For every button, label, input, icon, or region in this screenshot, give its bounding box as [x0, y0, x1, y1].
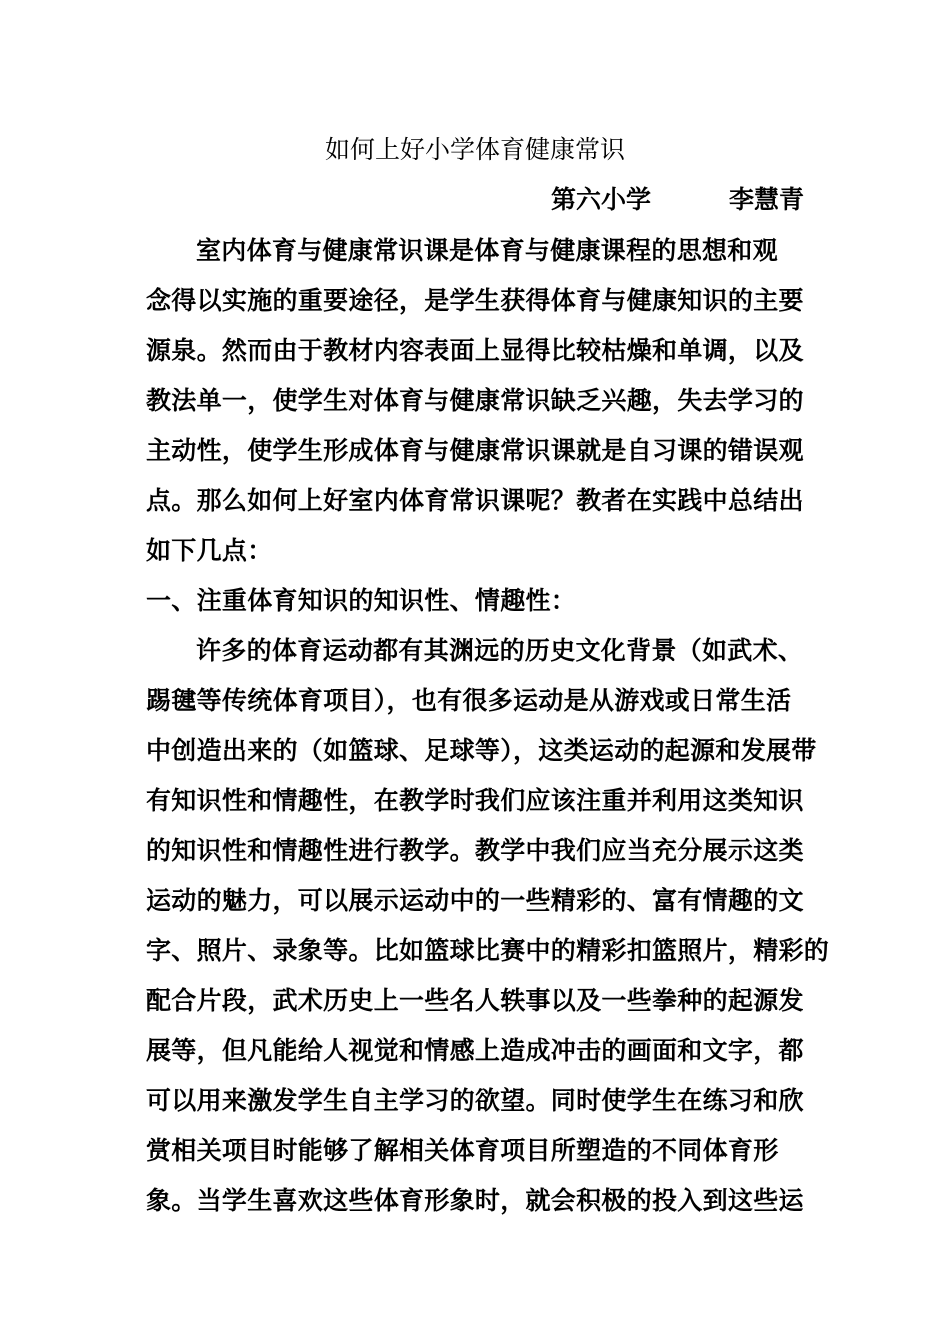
text-line: 如下几点：	[146, 536, 273, 565]
text-line: 象。当学生喜欢这些体育形象时，就会积极的投入到这些运	[146, 1186, 804, 1215]
text-line: 字、照片、录象等。比如篮球比赛中的精彩扣篮照片，精彩的	[146, 936, 830, 965]
text-line: 室内体育与健康常识课是体育与健康课程的思想和观	[196, 236, 778, 265]
text-line: 点。那么如何上好室内体育常识课呢？教者在实践中总结出	[146, 486, 804, 515]
text-line: 有知识性和情趣性，在教学时我们应该注重并利用这类知识	[146, 786, 804, 815]
text-line: 配合片段，武术历史上一些名人轶事以及一些拳种的起源发	[146, 986, 804, 1015]
text-line: 教法单一，使学生对体育与健康常识缺乏兴趣，失去学习的	[146, 386, 804, 415]
text-line: 赏相关项目时能够了解相关体育项目所塑造的不同体育形	[146, 1136, 779, 1165]
text-line: 念得以实施的重要途径，是学生获得体育与健康知识的主要	[146, 286, 804, 315]
text-line: 踢毽等传统体育项目），也有很多运动是从游戏或日常生活	[146, 686, 792, 715]
text-line: 可以用来激发学生自主学习的欲望。同时使学生在练习和欣	[146, 1086, 804, 1115]
text-line: 主动性，使学生形成体育与健康常识课就是自习课的错误观	[146, 436, 804, 465]
text-line: 许多的体育运动都有其渊远的历史文化背景（如武术、	[196, 636, 804, 665]
text-line: 源泉。然而由于教材内容表面上显得比较枯燥和单调，以及	[146, 336, 804, 365]
text-line: 的知识性和情趣性进行教学。教学中我们应当充分展示这类	[146, 836, 804, 865]
document-title: 如何上好小学体育健康常识	[324, 135, 625, 164]
section-heading: 一、注重体育知识的知识性、情趣性：	[146, 586, 577, 615]
text-line: 运动的魅力，可以展示运动中的一些精彩的、富有情趣的文	[146, 886, 804, 915]
text-line: 展等，但凡能给人视觉和情感上造成冲击的画面和文字，都	[146, 1036, 804, 1065]
school-name: 第六小学	[550, 185, 651, 214]
byline	[551, 182, 804, 218]
text-line: 中创造出来的（如篮球、足球等），这类运动的起源和发展带	[146, 736, 817, 765]
author-name: 李慧青	[728, 185, 804, 214]
